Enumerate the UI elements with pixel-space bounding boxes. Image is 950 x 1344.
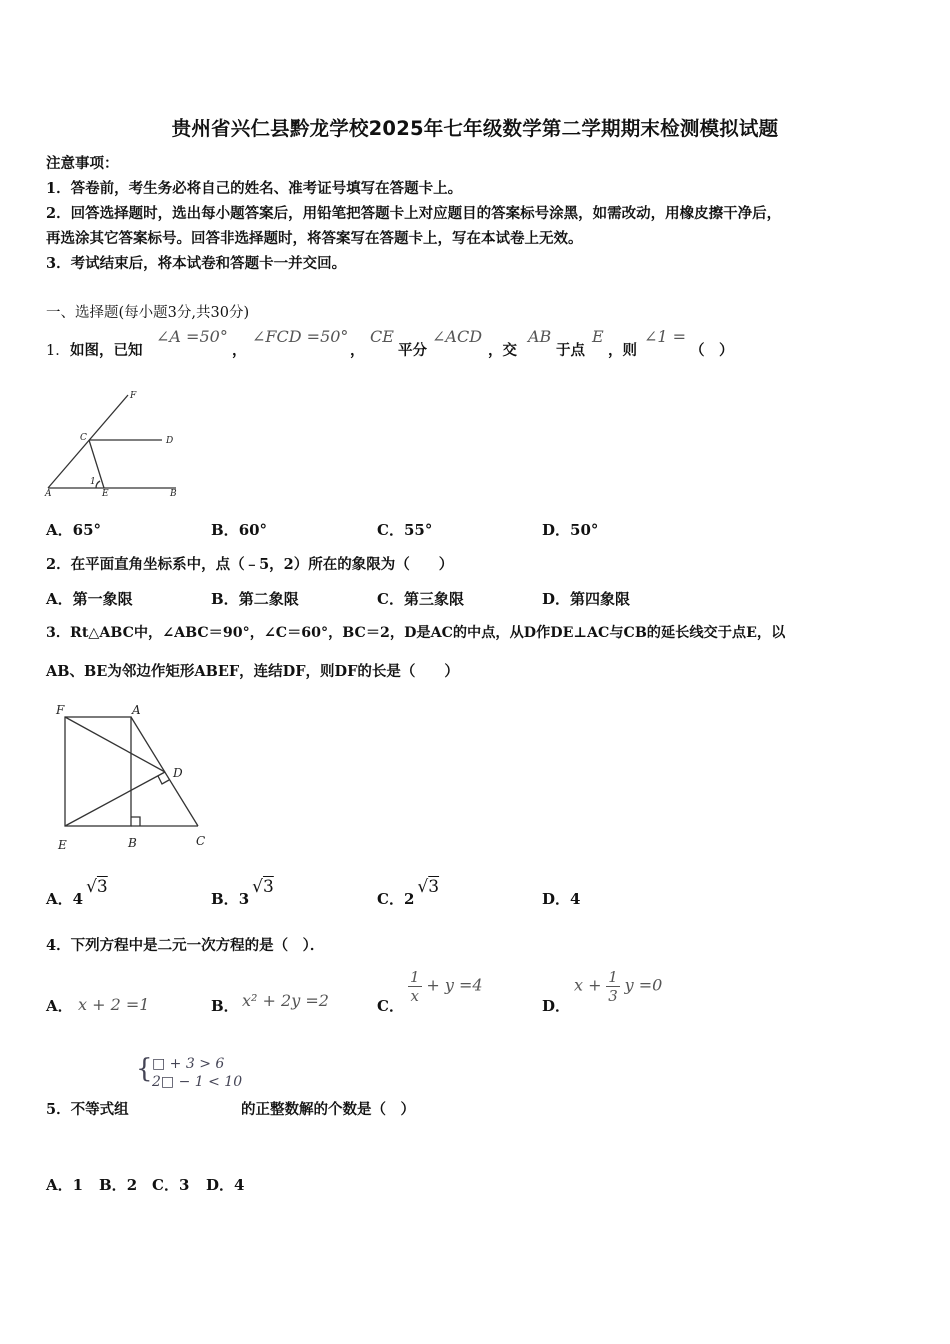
q1-text: 平分 xyxy=(398,342,427,359)
option-coef: 2 xyxy=(403,890,415,908)
label-F: F xyxy=(56,703,65,717)
numerator: 1 xyxy=(410,968,420,986)
option-letter: A． xyxy=(46,521,73,539)
option[interactable] xyxy=(46,588,133,609)
option-math-rest: y =0 xyxy=(624,975,663,995)
fraction xyxy=(408,968,422,1005)
option[interactable] xyxy=(46,877,108,909)
q1-text: ，则 xyxy=(608,342,637,359)
option[interactable] xyxy=(377,519,432,540)
option-letter: D． xyxy=(206,1176,235,1194)
option-math: x² + 2y =2 xyxy=(242,991,329,1010)
label-D: D xyxy=(173,766,183,780)
option-letter: B． xyxy=(211,521,239,539)
option-text: 3 xyxy=(178,1176,190,1194)
option[interactable] xyxy=(211,519,267,540)
option[interactable] xyxy=(99,1174,137,1195)
option-text: 60° xyxy=(238,521,268,539)
label-F: F xyxy=(130,391,137,401)
q1-math: ∠A =50° xyxy=(156,327,228,346)
q1-math: ∠ACD xyxy=(432,327,483,346)
label-B: B xyxy=(170,489,177,499)
option-letter: A． xyxy=(46,997,73,1015)
label-D: D xyxy=(166,436,174,446)
option[interactable] xyxy=(377,995,404,1016)
inequality-1: □ + 3 > 6 xyxy=(152,1056,225,1072)
page-title: 贵州省兴仁县黔龙学校2025年七年级数学第二学期期末检测模拟试题 xyxy=(171,117,779,140)
option-letter: C． xyxy=(377,997,404,1015)
option-text: 第四象限 xyxy=(570,590,631,608)
q1-math: ∠FCD =50° xyxy=(252,327,349,346)
option[interactable] xyxy=(46,519,101,540)
q1-text: 如图，已知 xyxy=(70,342,143,359)
option[interactable] xyxy=(542,519,598,540)
option[interactable] xyxy=(211,877,274,909)
option-letter: D． xyxy=(542,521,571,539)
option-math xyxy=(574,968,662,1005)
denominator: x xyxy=(410,987,419,1005)
option-letter: A． xyxy=(46,590,73,608)
sqrt-sign: √3 xyxy=(86,877,108,897)
option-text: 第三象限 xyxy=(403,590,464,608)
option[interactable] xyxy=(542,995,570,1016)
option[interactable] xyxy=(46,995,73,1016)
option-coef: 4 xyxy=(72,890,84,908)
notice-item: 2．回答选择题时，选出每小题答案后，用铅笔把答题卡上对应题目的答案标号涂黑，如需改动，用橡皮擦干净后， xyxy=(46,205,782,222)
q1-math: AB xyxy=(528,327,552,346)
sqrt-sign: √3 xyxy=(417,877,440,897)
option-text: 65° xyxy=(72,521,102,539)
option-text: 55° xyxy=(403,521,433,539)
sqrt-sign: √3 xyxy=(252,877,274,897)
option-letter: A． xyxy=(46,1176,73,1194)
question-4: 4．下列方程中是二元一次方程的是（ ）． xyxy=(46,937,325,954)
option-math-rest: + y =4 xyxy=(426,975,483,995)
question-3-cont: AB、BE为邻边作矩形ABEF，连结DF，则DF的长是（ ） xyxy=(46,663,459,680)
option-text: 第二象限 xyxy=(238,590,299,608)
option-letter: B． xyxy=(211,590,239,608)
question-5-cont: 的正整数解的个数是（ ） xyxy=(241,1101,415,1118)
inequality-system xyxy=(152,1055,242,1091)
option-text: 4 xyxy=(234,1176,245,1194)
option-letter: C． xyxy=(377,890,404,908)
q1-text: （ ） xyxy=(690,342,734,359)
section-heading: 一、选择题(每小题3分,共30分) xyxy=(46,305,250,321)
notice-item: 3．考试结束后，将本试卷和答题卡一并交回。 xyxy=(46,255,347,272)
option-letter: B． xyxy=(211,890,239,908)
label-E: E xyxy=(58,838,67,852)
option-math xyxy=(408,968,483,1005)
q1-math: E xyxy=(592,327,604,346)
notice-heading: 注意事项： xyxy=(46,155,119,172)
option-letter: D． xyxy=(542,890,571,908)
option[interactable] xyxy=(46,1174,83,1195)
q1-math: CE xyxy=(370,327,394,346)
label-A: A xyxy=(132,703,141,717)
option-letter: B． xyxy=(211,997,239,1015)
option-letter: B． xyxy=(99,1176,127,1194)
label-C: C xyxy=(196,834,206,848)
option-math: x + 2 =1 xyxy=(78,995,150,1014)
radicand: 3 xyxy=(428,877,440,897)
option-letter: C． xyxy=(152,1176,179,1194)
inequality-2: 2□ − 1 < 10 xyxy=(152,1074,243,1090)
q1-text: ，交 xyxy=(488,342,517,359)
q1-text: ， xyxy=(350,342,365,359)
q1-math: ∠1 = xyxy=(644,327,687,346)
question-5: 5．不等式组 xyxy=(46,1101,129,1118)
q1-figure xyxy=(44,388,184,500)
q3-figure xyxy=(52,700,212,856)
notice-item: 再选涂其它答案标号。回答非选择题时，将答案写在答题卡上，写在本试卷上无效。 xyxy=(46,230,583,247)
option-letter: C． xyxy=(377,521,404,539)
option-text: 1 xyxy=(72,1176,84,1194)
option-letter: D． xyxy=(542,590,571,608)
label-1: 1 xyxy=(90,477,96,487)
option[interactable] xyxy=(542,888,580,909)
label-B: B xyxy=(128,836,137,850)
q1-text: ， xyxy=(232,342,247,359)
notice-item: 1．答卷前，考生务必将自己的姓名、准考证号填写在答题卡上。 xyxy=(46,180,463,197)
fraction xyxy=(606,968,620,1005)
option[interactable] xyxy=(377,877,440,909)
option[interactable] xyxy=(206,1174,244,1195)
option-text: 50° xyxy=(570,521,599,539)
option-math-pre: x + xyxy=(574,975,602,995)
option[interactable] xyxy=(152,1174,189,1195)
radicand: 3 xyxy=(96,877,108,897)
option-letter: D． xyxy=(542,997,571,1015)
denominator: 3 xyxy=(608,987,618,1005)
option[interactable] xyxy=(211,588,299,609)
question-3: 3．Rt△ABC中，∠ABC＝90°，∠C＝60°，BC＝2，D是AC的中点，从D作DE⊥AC与CB的延长线交于点E，以 xyxy=(46,625,786,641)
label-A: A xyxy=(45,489,52,499)
radicand: 3 xyxy=(262,877,274,897)
label-E: E xyxy=(102,489,109,499)
option-text: 第一象限 xyxy=(72,590,133,608)
q1-text: 于点 xyxy=(556,342,585,359)
option[interactable] xyxy=(377,588,464,609)
option[interactable] xyxy=(542,588,630,609)
question-2: 2．在平面直角坐标系中，点（﹣5，2）所在的象限为（ ） xyxy=(46,556,454,573)
question-number: 1． xyxy=(46,343,70,359)
brace: { xyxy=(136,1054,153,1084)
option-coef: 3 xyxy=(238,890,250,908)
numerator: 1 xyxy=(608,968,618,986)
option-letter: A． xyxy=(46,890,73,908)
option-letter: C． xyxy=(377,590,404,608)
option-text: 2 xyxy=(126,1176,138,1194)
label-C: C xyxy=(80,433,87,443)
option-text: 4 xyxy=(570,890,581,908)
option[interactable] xyxy=(211,995,239,1016)
